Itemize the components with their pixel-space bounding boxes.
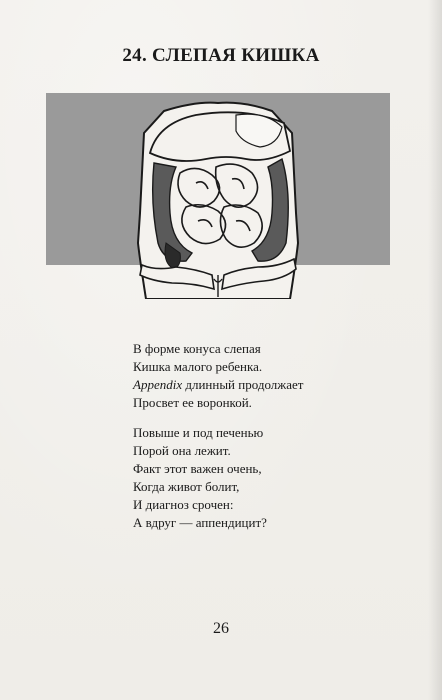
poem-line: Повыше и под печенью [133, 425, 264, 440]
poem-line: Кишка малого ребенка. [133, 359, 263, 374]
stanza-gap [133, 412, 393, 424]
poem-line: Когда живот болит, [133, 479, 240, 494]
poem-line: А вдруг — аппендицит? [133, 515, 267, 530]
page-title: 24. СЛЕПАЯ КИШКА [122, 45, 320, 66]
poem-line-rest: длинный продолжает [182, 377, 304, 392]
poem-line: Факт этот важен очень, [133, 461, 262, 476]
poem-line [133, 376, 393, 394]
poem-line: И диагноз срочен: [133, 497, 234, 512]
abdomen-illustration [46, 93, 390, 299]
page-number: 26 [213, 620, 229, 637]
latin-term: Appendix [133, 377, 183, 392]
poem-line: Просвет ее воронкой. [133, 395, 252, 410]
poem-line: В форме конуса слепая [133, 341, 261, 356]
poem-line: Порой она лежит. [133, 443, 231, 458]
page-edge-shadow [428, 0, 442, 700]
poem-text [133, 340, 393, 532]
